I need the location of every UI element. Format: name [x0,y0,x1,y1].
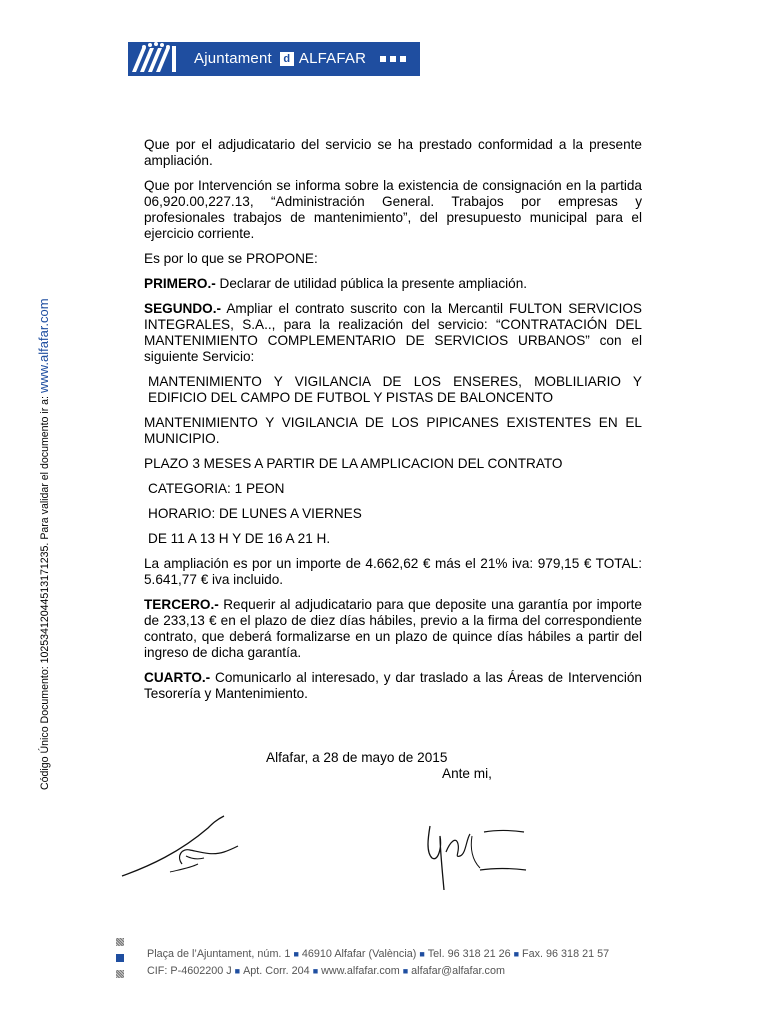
footer-marks-icon [116,938,126,986]
bullet-icon: ■ [419,949,425,959]
brand-mark: d [280,52,294,66]
footer-address: Plaça de l’Ajuntament, núm. 1 [147,948,291,960]
service-categoria: CATEGORIA: 1 PEON [148,481,285,496]
paragraph-conformidad: Que por el adjudicatario del servicio se ha prestado conformidad a la presente ampliación. [144,137,642,168]
footer-postal: 46910 Alfafar (València) [301,948,417,960]
service-horario: HORARIO: DE LUNES A VIERNES [148,506,362,521]
place-date: Alfafar, a 28 de mayo de 2015 [266,750,448,765]
header-dots-icon [380,56,406,62]
footer-tel: Tel. 96 318 21 26 [427,948,511,960]
footer-fax: Fax. 96 318 21 57 [522,948,610,960]
clause-segundo [144,301,642,365]
footer-contact [147,946,609,980]
paragraph-intervencion: Que por Intervención se informa sobre la existencia de consignación en la partida 06,920.00,227.13, “Administración General. Trabajos por empresas y profesionales trabajos de mantenimiento”, del presupuesto municipal para el ejercicio corriente. [144,178,642,241]
clause-text: Ampliar el contrato suscrito con la Mercantil FULTON SERVICIOS INTEGRALES, S.A.., para la realización del servicio: “CONTRATACIÓN DEL MANTENIMIENTO COMPLEMENTARIO DE SERVICIOS URBANOS” con el siguiente Servicio: [144,301,642,364]
clause-cuarto [144,670,642,702]
service-item-pipicanes: MANTENIMIENTO Y VIGILANCIA DE LOS PIPICANES EXISTENTES EN EL MUNICIPIO. [144,415,642,446]
clause-label: CUARTO.- [144,670,211,685]
bullet-icon: ■ [312,966,319,976]
clause-text: Comunicarlo al interesado, y dar traslado a las Áreas de Intervención Tesorería y Mantenimiento. [144,670,642,701]
footer-line-2 [147,963,609,980]
validation-text: Código Único Documento: 10253412044513171235. Para validar el documento ir a: [39,393,51,790]
ante-mi: Ante mi, [442,766,492,781]
header-banner [128,42,420,76]
footer-web[interactable]: www.alfafar.com [321,965,400,977]
clause-label: TERCERO.- [144,597,219,612]
paragraph-importe: La ampliación es por un importe de 4.662,62 € más el 21% iva: 979,15 € TOTAL: 5.641,77 € iva incluido. [144,556,642,587]
footer-cif: CIF: P-4602200 J [147,965,232,977]
header-brand [194,50,366,67]
clause-text: Declarar de utilidad pública la presente ampliación. [215,276,528,291]
clause-primero [144,276,642,292]
brand-right: ALFAFAR [298,50,367,67]
clause-label: PRIMERO.- [144,276,216,291]
service-horas: DE 11 A 13 H Y DE 16 A 21 H. [148,531,331,546]
clause-tercero [144,597,642,661]
signature-right-icon [410,818,530,894]
service-item-campo: MANTENIMIENTO Y VIGILANCIA DE LOS ENSERES, MOBLILIARIO Y EDIFICIO DEL CAMPO DE FUTBOL Y PISTAS DE BALONCENTO [148,374,642,405]
clause-label: SEGUNDO.- [144,301,222,316]
bullet-icon: ■ [293,949,299,959]
service-plazo: PLAZO 3 MESES A PARTIR DE LA AMPLICACION DEL CONTRATO [144,456,563,471]
signature-left-icon [120,812,240,882]
footer-apt: Apt. Corr. 204 [243,965,310,977]
paragraph-propone: Es por lo que se PROPONE: [144,251,318,266]
bullet-icon: ■ [234,966,241,976]
bullet-icon: ■ [513,949,520,959]
clause-text: Requerir al adjudicatario para que deposite una garantía por importe de 233,13 € en el plazo de diez días hábiles, previo a la firma del correspondiente contrato, que deberá formalizarse en un plazo de quince días hábiles a partir del ingreso de dicha garantía. [144,597,642,660]
validation-url[interactable]: www.alfafar.com [36,298,51,394]
document-body [144,137,642,711]
footer-line-1 [147,946,609,963]
brand-left: Ajuntament [194,50,272,67]
bullet-icon: ■ [402,966,409,976]
validation-code [36,298,51,790]
alfafar-crest-icon [128,42,186,76]
footer-email[interactable]: alfafar@alfafar.com [411,965,505,977]
